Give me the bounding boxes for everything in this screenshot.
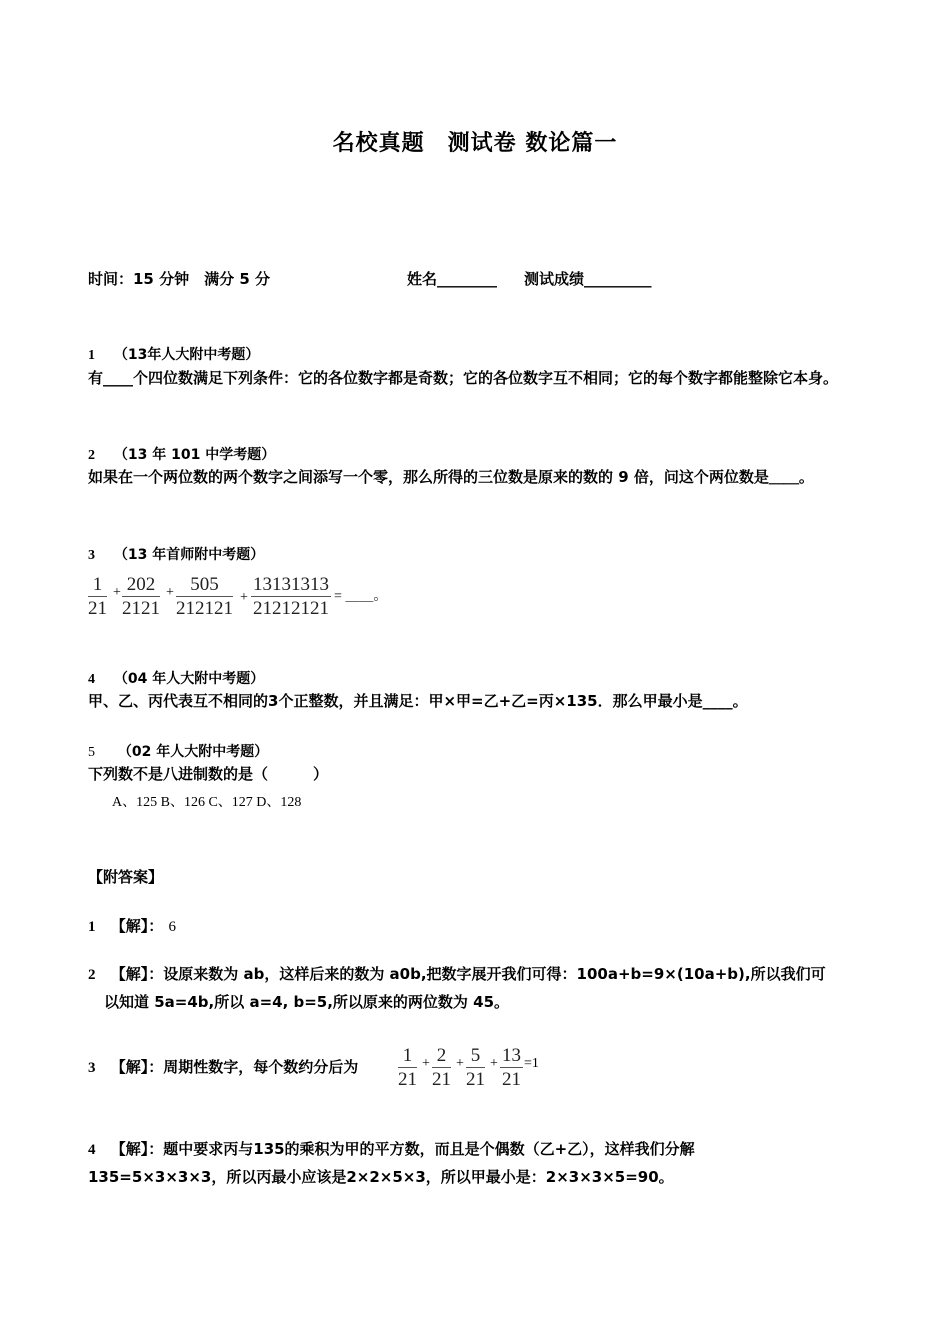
question-number: 1 — [88, 348, 95, 363]
question-5-text: 下列数不是八进制数的是（ ） — [88, 765, 329, 783]
plus-sign: + — [240, 590, 248, 605]
fraction-numerator: 13 — [502, 1045, 521, 1066]
answer-label: 【解】： — [110, 1140, 164, 1158]
fraction-denominator: 21 — [88, 598, 107, 619]
fraction — [176, 574, 233, 621]
fraction — [251, 574, 331, 621]
question-number: 5 — [88, 745, 95, 760]
fraction-denominator: 21 — [466, 1069, 485, 1090]
fraction — [88, 574, 107, 621]
answer-text-line1: 题中要求丙与135的乘积为甲的平方数，而且是个偶数（乙+乙），这样我们分解 — [163, 1140, 695, 1158]
answer-number: 1 — [88, 919, 96, 935]
question-2-header — [88, 444, 275, 464]
answer-text: 6 — [168, 919, 176, 935]
plus-sign: + — [166, 585, 174, 600]
question-source: （04 年人大附中考题） — [113, 671, 265, 687]
question-5-options: A、125 B、126 C、127 D、128 — [112, 795, 302, 810]
score-field: 测试成绩_________ — [524, 270, 652, 288]
fraction — [466, 1045, 485, 1092]
fraction-denominator: 2121 — [122, 598, 160, 619]
fraction-numerator: 13131313 — [253, 574, 329, 595]
answer-label: 【解】： — [110, 1058, 164, 1076]
answer-text: 周期性数字，每个数约分后为 — [163, 1058, 359, 1076]
answer-label: 【解】： — [110, 965, 164, 983]
answer-4 — [88, 1136, 878, 1191]
question-4-header — [88, 668, 264, 688]
answer-1 — [88, 913, 878, 941]
plus-sign: + — [490, 1056, 498, 1071]
question-3-header — [88, 544, 264, 564]
answer-number: 4 — [88, 1142, 96, 1158]
fraction-denominator: 212121 — [176, 598, 233, 619]
fraction-numerator: 505 — [176, 574, 233, 597]
question-number: 3 — [88, 548, 95, 563]
answers-heading: 【附答案】 — [88, 868, 164, 886]
plus-sign: + — [422, 1056, 430, 1071]
fraction-numerator: 1 — [398, 1045, 417, 1068]
answer-number: 2 — [88, 967, 96, 983]
fraction-denominator: 21 — [502, 1069, 521, 1090]
answer-text-line1: 设原来数为 ab，这样后来的数为 a0b,把数字展开我们可得：100a+b=9×(10a+b),所以我们可 — [163, 965, 826, 983]
plus-sign: + — [456, 1056, 464, 1071]
answer-label: 【解】： — [110, 917, 164, 935]
answer-text-line2: 135=5×3×3×3，所以丙最小应该是2×2×5×3，所以甲最小是：2×3×3×5=90。 — [88, 1168, 674, 1186]
equation-tail: =1 — [524, 1056, 539, 1071]
question-number: 2 — [88, 448, 95, 463]
fraction — [398, 1045, 417, 1092]
fraction-numerator: 2 — [432, 1045, 451, 1068]
plus-sign: + — [113, 585, 121, 600]
fraction — [432, 1045, 451, 1092]
fraction-numerator: 202 — [122, 574, 160, 597]
page-title: 名校真题 测试卷 数论篇一 — [332, 131, 618, 156]
fraction-denominator: 21 — [398, 1069, 417, 1090]
name-field: 姓名________ — [407, 270, 498, 288]
question-4-text: 甲、乙、丙代表互不相同的3个正整数，并且满足：甲×甲=乙+乙=丙×135．那么甲最小是____。 — [88, 692, 748, 710]
question-5-header — [88, 741, 268, 761]
equation-tail: = ＿＿。 — [334, 589, 388, 604]
fraction-numerator: 5 — [466, 1045, 485, 1068]
question-source: （02 年人大附中考题） — [117, 744, 269, 760]
time-info: 时间：15 分钟 满分 5 分 — [88, 270, 270, 288]
answer-number: 3 — [88, 1060, 96, 1076]
answer-text-line2: 以知道 5a=4b,所以 a=4, b=5,所以原来的两位数为 45。 — [104, 993, 510, 1011]
fraction — [122, 574, 160, 621]
question-source: （13年人大附中考题） — [113, 347, 260, 363]
fraction-denominator: 21 — [432, 1069, 451, 1090]
fraction-numerator: 1 — [88, 574, 107, 597]
fraction-denominator: 21212121 — [253, 598, 329, 619]
question-1-header — [88, 344, 259, 364]
fraction — [500, 1045, 523, 1092]
question-number: 4 — [88, 672, 95, 687]
question-1-text: 有____个四位数满足下列条件：它的各位数字都是奇数；它的各位数字互不相同；它的每个数字都能整除它本身。 — [88, 369, 839, 387]
question-2-text: 如果在一个两位数的两个数字之间添写一个零，那么所得的三位数是原来的数的 9 倍，问这个两位数是＿＿。 — [88, 468, 814, 486]
question-source: （13 年首师附中考题） — [113, 547, 265, 563]
answer-2 — [88, 961, 878, 1016]
question-source: （13 年 101 中学考题） — [113, 447, 276, 463]
